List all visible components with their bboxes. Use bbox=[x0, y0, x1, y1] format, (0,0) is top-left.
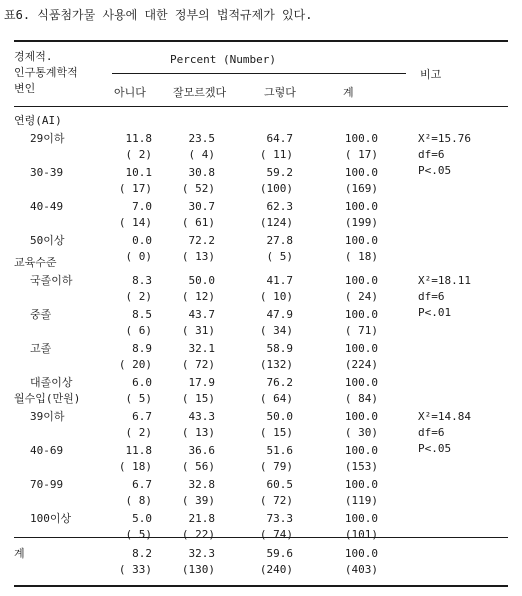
count-cell: ( 18) bbox=[118, 460, 152, 473]
header-col-total: 계 bbox=[343, 86, 354, 99]
count-cell: ( 39) bbox=[181, 494, 215, 507]
percent-cell: 6.7 bbox=[132, 410, 152, 423]
percent-cell: 30.7 bbox=[188, 200, 215, 213]
top-rule bbox=[14, 40, 508, 42]
percent-cell: 43.7 bbox=[188, 308, 215, 321]
row-label: 40-49 bbox=[30, 200, 64, 213]
row-label: 국졸이하 bbox=[30, 274, 73, 287]
count-cell: (124) bbox=[259, 216, 293, 229]
count-cell: (169) bbox=[344, 182, 378, 195]
row-label: 29이하 bbox=[30, 132, 65, 145]
percent-cell: 100.0 bbox=[344, 376, 378, 389]
total-percent-cell: 8.2 bbox=[132, 547, 152, 560]
header-group-line bbox=[112, 73, 406, 74]
header-col-unsure: 잘모르겠다 bbox=[173, 86, 227, 99]
count-cell: ( 61) bbox=[181, 216, 215, 229]
count-cell: ( 13) bbox=[181, 426, 215, 439]
percent-cell: 64.7 bbox=[266, 132, 293, 145]
percent-cell: 6.0 bbox=[132, 376, 152, 389]
percent-cell: 43.3 bbox=[188, 410, 215, 423]
percent-cell: 41.7 bbox=[266, 274, 293, 287]
count-cell: ( 15) bbox=[259, 426, 293, 439]
stat-remark: df=6 bbox=[418, 148, 445, 161]
percent-cell: 36.6 bbox=[188, 444, 215, 457]
count-cell: ( 64) bbox=[259, 392, 293, 405]
count-cell: ( 12) bbox=[181, 290, 215, 303]
count-cell: (101) bbox=[344, 528, 378, 541]
total-percent-cell: 100.0 bbox=[344, 547, 378, 560]
row-label: 30-39 bbox=[30, 166, 64, 179]
stat-remark: P<.05 bbox=[418, 442, 452, 455]
percent-cell: 11.8 bbox=[125, 444, 152, 457]
total-count-cell: ( 33) bbox=[118, 563, 152, 576]
percent-cell: 0.0 bbox=[132, 234, 152, 247]
total-count-cell: (240) bbox=[259, 563, 293, 576]
percent-cell: 58.9 bbox=[266, 342, 293, 355]
count-cell: ( 0) bbox=[125, 250, 152, 263]
percent-cell: 23.5 bbox=[188, 132, 215, 145]
percent-cell: 50.0 bbox=[266, 410, 293, 423]
row-label: 50이상 bbox=[30, 234, 65, 247]
bottom-rule bbox=[14, 585, 508, 587]
count-cell: ( 5) bbox=[125, 392, 152, 405]
count-cell: ( 5) bbox=[266, 250, 293, 263]
percent-cell: 100.0 bbox=[344, 342, 378, 355]
count-cell: ( 14) bbox=[118, 216, 152, 229]
percent-cell: 7.0 bbox=[132, 200, 152, 213]
percent-cell: 60.5 bbox=[266, 478, 293, 491]
stat-remark: X²=18.11 bbox=[418, 274, 471, 287]
count-cell: ( 10) bbox=[259, 290, 293, 303]
total-count-cell: (130) bbox=[181, 563, 215, 576]
percent-cell: 100.0 bbox=[344, 478, 378, 491]
percent-cell: 50.0 bbox=[188, 274, 215, 287]
count-cell: ( 72) bbox=[181, 358, 215, 371]
percent-cell: 100.0 bbox=[344, 512, 378, 525]
count-cell: ( 22) bbox=[181, 528, 215, 541]
percent-cell: 8.3 bbox=[132, 274, 152, 287]
count-cell: ( 13) bbox=[181, 250, 215, 263]
percent-cell: 62.3 bbox=[266, 200, 293, 213]
percent-cell: 51.6 bbox=[266, 444, 293, 457]
count-cell: ( 2) bbox=[125, 426, 152, 439]
percent-cell: 100.0 bbox=[344, 166, 378, 179]
count-cell: ( 8) bbox=[125, 494, 152, 507]
count-cell: ( 31) bbox=[181, 324, 215, 337]
count-cell: ( 6) bbox=[125, 324, 152, 337]
header-var-line-3: 변인 bbox=[14, 82, 36, 95]
count-cell: ( 5) bbox=[125, 528, 152, 541]
percent-cell: 100.0 bbox=[344, 274, 378, 287]
count-cell: ( 24) bbox=[344, 290, 378, 303]
row-label: 100이상 bbox=[30, 512, 72, 525]
count-cell: ( 18) bbox=[344, 250, 378, 263]
total-label: 계 bbox=[14, 547, 25, 560]
percent-cell: 100.0 bbox=[344, 444, 378, 457]
count-cell: ( 20) bbox=[118, 358, 152, 371]
count-cell: (119) bbox=[344, 494, 378, 507]
percent-cell: 100.0 bbox=[344, 200, 378, 213]
count-cell: ( 34) bbox=[259, 324, 293, 337]
percent-cell: 32.1 bbox=[188, 342, 215, 355]
header-col-yes: 그렇다 bbox=[264, 86, 296, 99]
count-cell: ( 56) bbox=[181, 460, 215, 473]
count-cell: ( 79) bbox=[259, 460, 293, 473]
percent-cell: 76.2 bbox=[266, 376, 293, 389]
count-cell: (132) bbox=[259, 358, 293, 371]
count-cell: (224) bbox=[344, 358, 378, 371]
stat-remark: P<.05 bbox=[418, 164, 452, 177]
header-var-line-1: 경제적. bbox=[14, 50, 53, 63]
header-remark: 비고 bbox=[420, 68, 442, 81]
percent-cell: 21.8 bbox=[188, 512, 215, 525]
row-label: 고졸 bbox=[30, 342, 52, 355]
percent-cell: 27.8 bbox=[266, 234, 293, 247]
stat-remark: df=6 bbox=[418, 426, 445, 439]
percent-cell: 72.2 bbox=[188, 234, 215, 247]
count-cell: ( 17) bbox=[118, 182, 152, 195]
row-label: 39이하 bbox=[30, 410, 65, 423]
percent-cell: 32.8 bbox=[188, 478, 215, 491]
header-col-no: 아니다 bbox=[114, 86, 146, 99]
count-cell: ( 4) bbox=[188, 148, 215, 161]
percent-cell: 10.1 bbox=[125, 166, 152, 179]
percent-cell: 100.0 bbox=[344, 132, 378, 145]
count-cell: ( 15) bbox=[181, 392, 215, 405]
percent-cell: 100.0 bbox=[344, 410, 378, 423]
total-percent-cell: 32.3 bbox=[188, 547, 215, 560]
stat-remark: X²=15.76 bbox=[418, 132, 471, 145]
header-rule bbox=[14, 106, 508, 107]
count-cell: (153) bbox=[344, 460, 378, 473]
row-label: 40-69 bbox=[30, 444, 64, 457]
count-cell: ( 71) bbox=[344, 324, 378, 337]
count-cell: ( 2) bbox=[125, 148, 152, 161]
count-cell: (100) bbox=[259, 182, 293, 195]
count-cell: ( 74) bbox=[259, 528, 293, 541]
count-cell: ( 30) bbox=[344, 426, 378, 439]
total-count-cell: (403) bbox=[344, 563, 378, 576]
percent-cell: 11.8 bbox=[125, 132, 152, 145]
count-cell: ( 11) bbox=[259, 148, 293, 161]
percent-cell: 100.0 bbox=[344, 308, 378, 321]
stat-remark: P<.01 bbox=[418, 306, 452, 319]
percent-cell: 100.0 bbox=[344, 234, 378, 247]
section-label: 연령(AI) bbox=[14, 114, 62, 127]
count-cell: ( 2) bbox=[125, 290, 152, 303]
header-group-label: Percent (Number) bbox=[170, 53, 276, 66]
header-var-line-2: 인구통계학적 bbox=[14, 66, 78, 79]
percent-cell: 73.3 bbox=[266, 512, 293, 525]
total-percent-cell: 59.6 bbox=[266, 547, 293, 560]
section-label: 교육수준 bbox=[14, 256, 57, 269]
count-cell: (199) bbox=[344, 216, 378, 229]
percent-cell: 6.7 bbox=[132, 478, 152, 491]
stat-remark: X²=14.84 bbox=[418, 410, 471, 423]
percent-cell: 8.5 bbox=[132, 308, 152, 321]
table-title: 표6. 식품첨가물 사용에 대한 정부의 법적규제가 있다. bbox=[4, 8, 313, 22]
percent-cell: 47.9 bbox=[266, 308, 293, 321]
count-cell: ( 84) bbox=[344, 392, 378, 405]
count-cell: ( 17) bbox=[344, 148, 378, 161]
row-label: 중졸 bbox=[30, 308, 52, 321]
stat-remark: df=6 bbox=[418, 290, 445, 303]
section-label: 월수입(만원) bbox=[14, 392, 81, 405]
row-label: 70-99 bbox=[30, 478, 64, 491]
percent-cell: 5.0 bbox=[132, 512, 152, 525]
count-cell: ( 52) bbox=[181, 182, 215, 195]
count-cell: ( 72) bbox=[259, 494, 293, 507]
percent-cell: 30.8 bbox=[188, 166, 215, 179]
percent-cell: 59.2 bbox=[266, 166, 293, 179]
percent-cell: 17.9 bbox=[188, 376, 215, 389]
row-label: 대졸이상 bbox=[30, 376, 73, 389]
percent-cell: 8.9 bbox=[132, 342, 152, 355]
